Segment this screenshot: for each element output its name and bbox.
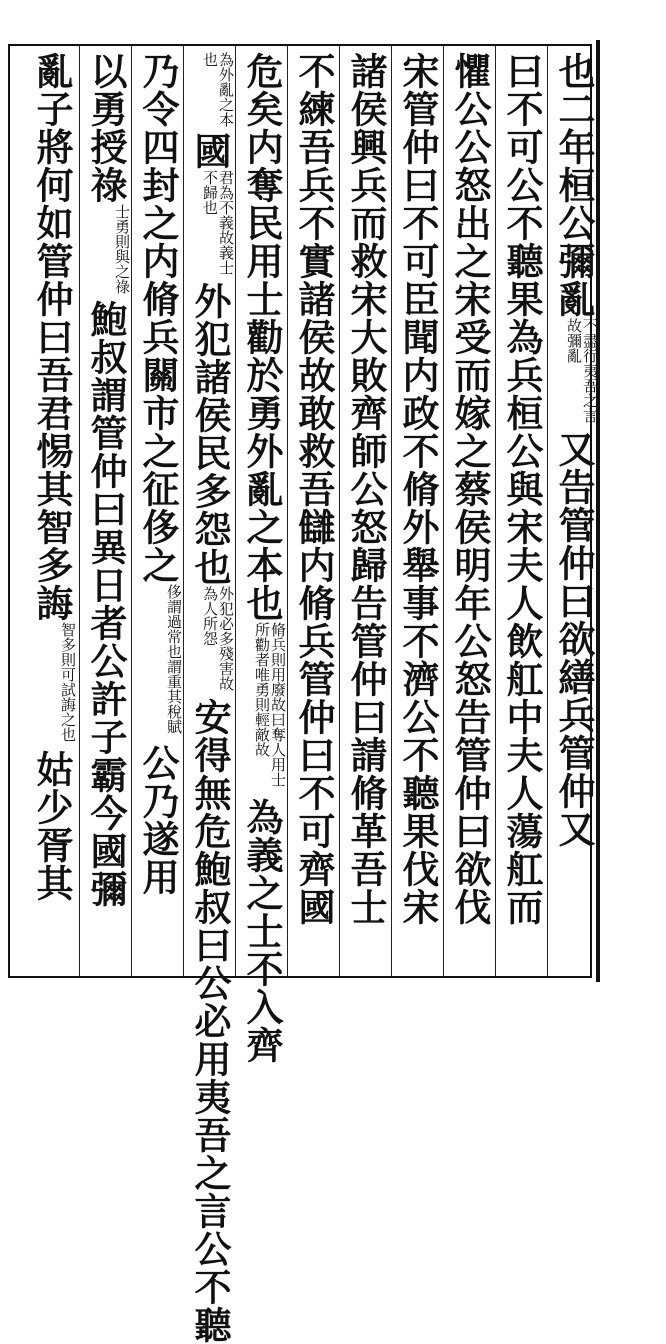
text-column-7 (238, 52, 287, 1064)
text-column-3 (446, 52, 494, 972)
text-column-8 (186, 52, 235, 1344)
main-text: 為義之士不入齊 (240, 798, 284, 1064)
main-text: 外犯諸侯民多怨也 (188, 282, 232, 586)
text-column-1 (550, 52, 598, 972)
text-column-9 (134, 52, 182, 972)
text-column-10 (82, 52, 130, 972)
column-rule (547, 46, 548, 976)
text-column-11 (28, 52, 76, 972)
main-text: 曰不可公不聽果為兵桓公與宋夫人飲舡中夫人蕩舡而 (500, 52, 544, 926)
commentary-note: 君為不義故義士不歸也 (201, 170, 235, 275)
commentary-note: 為外亂之本也 (201, 52, 235, 127)
main-text: 宋管仲曰不可臣聞内政不脩外舉事不濟公不聽果伐宋 (396, 52, 440, 926)
main-text: 不練吾兵不實諸侯故敢救吾讎内脩兵管仲曰不可齊國 (292, 52, 336, 926)
text-column-4 (394, 52, 442, 972)
commentary-note: 智多則可試誨之也 (59, 622, 77, 742)
commentary-note: 士勇則與之祿 (113, 204, 131, 294)
column-rule (391, 46, 392, 976)
main-text: 乃令四封之内脩兵關市之征侈之 (136, 52, 180, 584)
main-text: 諸侯興兵而救宋大敗齊師公怒歸告管仲曰請脩革吾士 (344, 52, 388, 926)
column-rule (339, 46, 340, 976)
main-text: 又告管仲曰欲繕兵管仲又 (552, 430, 596, 848)
main-text: 公乃遂用 (136, 744, 180, 896)
commentary-note: 外犯必多殘害故為人所怨 (201, 586, 235, 691)
text-column-5 (342, 52, 390, 972)
main-text: 亂子將何如管仲曰吾君惕其智多誨 (30, 52, 74, 622)
main-text: 危矣内奪民用士勸於勇外亂之本也 (240, 52, 284, 622)
main-text: 國 (188, 132, 232, 170)
column-rule (183, 46, 184, 976)
column-rule (131, 46, 132, 976)
main-text: 也二年桓公彌亂 (552, 52, 596, 318)
column-rule (287, 46, 288, 976)
commentary-note: 侈謂過常也謂重其稅賦 (165, 584, 183, 734)
text-column-6 (290, 52, 338, 972)
main-text: 懼公公怒出之宋受而嫁之蔡侯明年公怒告管仲曰欲伐 (448, 52, 492, 926)
column-rule (495, 46, 496, 976)
commentary-note: 不盡行夷吾之言故彌亂 (565, 318, 599, 423)
main-text: 姑少胥其 (30, 750, 74, 902)
main-text: 安得無危鮑叔曰公必用夷吾之言公不聽 (188, 698, 232, 1344)
main-text: 鮑叔謂管仲曰異日者公許子霸今國彌 (84, 300, 128, 908)
column-rule (79, 46, 80, 976)
column-rule (235, 46, 236, 976)
column-rule (443, 46, 444, 976)
commentary-note: 脩兵則用廢故曰奪人用士所勸者唯勇則輕敵故 (253, 622, 287, 787)
main-text: 以勇授祿 (84, 52, 128, 204)
text-column-2 (498, 52, 546, 972)
